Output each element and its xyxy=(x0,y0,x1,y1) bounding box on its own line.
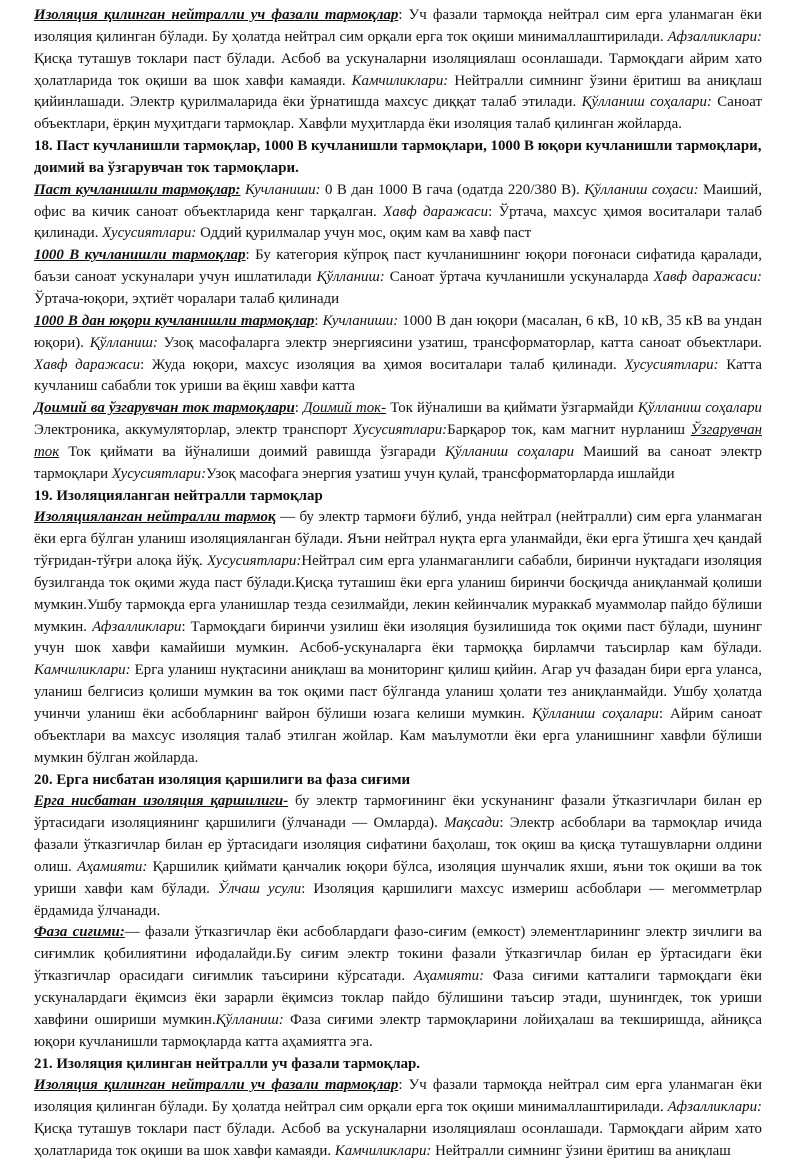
label-applications: Қўлланиш соҳаси: xyxy=(584,181,699,198)
text: : Уч фазали тармоқда нейтрал сим ерга уланмаган ёки изоляция қилинган бўлади. Бу ҳолатда нейтрал сим орқали ерга ток оқиши минималлаштирилади. xyxy=(34,7,762,45)
paragraph-isolated-neutral-intro xyxy=(34,5,762,136)
text: Саноат объектлари, ёрқин муҳитдаги тармоқлар. Хавфли муҳитларда ёки изоляция талаб қилинган жойларда. xyxy=(34,94,762,133)
text: Фаза сиғими катталиги тармоқдаги ёки ускуналардаги ёқимсиз ёки зарарли ёқимсиз токлар пайдо бўлишини таъсир этади, шунингдек, ток уриши хавфини ошириши мумкин. xyxy=(34,968,762,1028)
paragraph-high-voltage xyxy=(34,311,762,398)
section-18-heading: 18. Паст кучланишли тармоқлар, 1000 В кучланишли тармоқлари, 1000 В юқори кучланишли тармоқлари, доимий ва ўзгарувчан ток тармоқлари. xyxy=(34,138,762,176)
text: : Электр асбоблари ва тармоқлар ичида фазали ўтказгичлар билан ер ўртасидаги изоляция сифатини баҳолаш, ток оқиш ва қисқа туташувларни олдини олиш. xyxy=(34,815,762,875)
label-measurement: Ўлчаш усули xyxy=(217,880,302,897)
label-hazard-level: Хавф даражаси xyxy=(383,203,489,220)
paragraph-1000v xyxy=(34,245,762,311)
label-disadvantages: Камчиликлари: xyxy=(334,1142,432,1159)
term-heading: Паст кучланишли тармоқлар: xyxy=(34,181,241,198)
text: Нейтралли симнинг ўзини ёритиш ва аниқлаш xyxy=(431,1142,731,1159)
text: Қаршилик қиймати қанчалик юқори бўлса, изоляция шунчалик яхши, яъни ток оқиши ва ток уриши хавфи кам бўлади. xyxy=(34,858,762,897)
label-features: Хусусиятлари: xyxy=(207,553,302,570)
text: Нейтралли симнинг ўзини ёритиш ва аниқлаш қийинлашади. Электр қурилмаларида ёки ўрнатишда махсус диққат талаб этилади. xyxy=(34,72,762,111)
text: : Изоляция қаршилиги махсус измериш асбоблари — мегомметрлар ёрдамида ўлчанади. xyxy=(34,880,762,919)
label-advantages: Афзалликлари: xyxy=(667,28,762,45)
term-heading: 1000 В дан юқори кучланишли тармоқлар xyxy=(34,312,315,329)
label-importance: Аҳамияти: xyxy=(413,968,485,985)
text: Маиший ва саноат электр тармоқлари xyxy=(34,443,763,482)
text: Қисқа туташув токлари паст бўлади. Асбоб ва ускуналарни изоляциялаш осонлашади. Тармоқдаги айрим хато ҳолатларида ток оқиши ва шок хавфи камаяди. xyxy=(34,1121,762,1159)
term-heading: Изоляцияланган нейтралли тармоқ xyxy=(34,509,276,526)
text: Электроника, аккумуляторлар, электр транспорт xyxy=(34,422,353,439)
label-voltage: Кучланиши: xyxy=(244,181,321,198)
label-voltage: Кучланиши: xyxy=(322,312,399,329)
paragraph-three-phase-isolated xyxy=(34,1075,762,1162)
text: Нейтрал сим ерга уланмаганлиги сабабли, биринчи нуқтадаги изоляция бузилганда ток оқими жуда паст бўлади.Қисқа туташиш ёки ерга уланиш биринчи босқичда аниқланмай қолиши мумкин.Ушбу тармоқда ерга уланишлар тезда сезилмайди, лекин кейинчалик мураккаб муаммолар пайдо бўлиши мумкин. xyxy=(34,553,762,635)
text: 0 В дан 1000 В гача (одатда 220/380 В). xyxy=(320,181,585,198)
paragraph-insulation-resistance xyxy=(34,791,762,922)
text: Маиший, офис ва кичик саноат объектларида кенг тарқалган. xyxy=(34,181,762,220)
section-21-heading: 21. Изоляция қилинган нейтралли уч фазали тармоқлар. xyxy=(34,1055,421,1072)
text: Оддий қурилмалар учун мос, оқим кам ва хавф паст xyxy=(196,225,532,242)
label-features: Хусусиятлари: xyxy=(624,356,719,373)
document-page xyxy=(34,5,762,1163)
text: Ерга уланиш нуқтасини аниқлаш ва мониторинг қилиш қийин. Агар уч фазадан бири ерга уланса, уланиш белгисиз қолиши мумкин ва ток оқими паст бўлганда уланиш ҳолати тез аниқланмайди. Ушбу ҳолатда учинчи уланиш ёки асбобларнинг вайрон бўлиши юзага келиши мумкин. xyxy=(34,662,762,722)
term-dc: Доимий ток- xyxy=(303,400,387,417)
text: Фаза сиғими электр тармоқларини лойиҳалаш ва текширишда, айниқса юқори кучланишли тармоқларда катта аҳамиятга эга. xyxy=(34,1011,762,1050)
text: : Уч фазали тармоқда нейтрал сим ерга уланмаган ёки изоляция қилинган бўлади. Бу ҳолатда нейтрал сим орқали ерга ток оқиши минималлаштирилади. xyxy=(34,1077,762,1116)
text: — бу электр тармоғи бўлиб, унда нейтрал (нейтралли) сим ерга уланмаган ёки ерга бўлган уланиш изоляцияланган бўлади. Яъни нейтрал нуқта ерга уланмайди, ёки ерга ўтишга ҳеч қандай тўғридан-тўғри алоқа йўқ. xyxy=(34,509,762,570)
label-applications: Қўлланиш соҳалари xyxy=(637,400,762,417)
text: : xyxy=(294,400,304,417)
text: : xyxy=(314,312,323,329)
text: : Бу категория кўпроқ паст кучланишнинг юқори поғонаси сифатида қаралади, баъзи саноат ускуналари учун ишлатилади xyxy=(34,247,763,286)
label-features: Хусусиятлари: xyxy=(102,225,197,242)
text: бу электр тармоғининг ёки ускунанинг фазали ўтказгичлари билан ер ўртасидаги изоляциянинг қаршилиги (ўлчанади — Омларда). xyxy=(34,793,762,832)
text: Қисқа туташув токлари паст бўлади. Асбоб ва ускуналарни изоляциялаш осонлашади. Тармоқдаги айрим хато ҳолатларида ток оқиши ва шок хавфи камаяди. xyxy=(34,50,762,89)
label-applications: Қўлланиш: xyxy=(215,1011,284,1028)
label-applications: Қўлланиш соҳалари xyxy=(531,706,659,722)
label-features: Хусусиятлари: xyxy=(352,422,448,439)
label-hazard-level: Хавф даражаси xyxy=(34,356,141,373)
label-advantages: Афзалликлари xyxy=(92,618,182,635)
label-applications: Қўлланиш соҳалари xyxy=(444,443,575,460)
term-heading: 1000 В кучланишли тармоқлар xyxy=(34,247,246,264)
label-applications: Қўлланиш: xyxy=(316,269,385,286)
text: : Жуда юқори, махсус изоляция ва ҳимоя воситалари талаб қилинади. xyxy=(140,356,625,373)
label-disadvantages: Камчиликлари: xyxy=(34,662,131,679)
term-heading: Доимий ва ўзгарувчан ток тармоқлари xyxy=(34,400,295,417)
text: Ток йўналиши ва қиймати ўзгармайди xyxy=(386,400,638,417)
label-advantages: Афзалликлари: xyxy=(667,1099,762,1116)
section-20-heading: 20. Ерга нисбатан изоляция қаршилиги ва фаза сиғими xyxy=(34,771,411,788)
label-disadvantages: Камчиликлари: xyxy=(351,72,449,89)
label-applications: Қўлланиш соҳалари: xyxy=(581,94,712,111)
section-19-heading: 19. Изоляцияланган нейтралли тармоқлар xyxy=(34,487,323,504)
term-heading: Фаза сиғими: xyxy=(34,924,125,941)
term-ac: Ўзгарувчан ток xyxy=(34,422,762,460)
term-heading: Ерга нисбатан изоляция қаршилиги- xyxy=(34,793,289,810)
text: Ток қиймати ва йўналиши доимий равишда ўзгаради xyxy=(59,443,445,460)
text: : Ўртача, махсус ҳимоя воситалари талаб қилинади. xyxy=(34,203,762,242)
term-heading: Изоляция қилинган нейтралли уч фазали тармоқлар xyxy=(34,1077,399,1094)
label-purpose: Мақсади xyxy=(444,815,500,832)
text: Узоқ масофага энергия узатиш учун қулай, трансформаторларда ишлайди xyxy=(206,465,675,482)
text: : Айрим саноат объектлари ва махсус изоляция талаб этилган жойлар. Кам маълумотли ёки ерга уланишнинг хавфли бўлиши мумкин бўлган жойларда. xyxy=(34,706,763,766)
label-importance: Аҳамияти: xyxy=(77,858,148,875)
text: Ўртача-юқори, эҳтиёт чоралари талаб қилинади xyxy=(34,290,340,307)
text: Барқарор ток, кам магнит нурланиш xyxy=(447,422,691,439)
text: Катта кучланиш сабабли ток уриши ва ёқиш хавфи катта xyxy=(34,356,762,395)
text: Узоқ масофаларга электр энергиясини узатиш, трансформаторлар, катта саноат объектлари. xyxy=(157,334,762,351)
paragraph-isolated-neutral xyxy=(34,507,762,769)
label-hazard-level: Хавф даражаси: xyxy=(653,269,762,286)
label-applications: Қўлланиш: xyxy=(89,334,158,351)
text: : Тармоқдаги биринчи узилиш ёки изоляция бузилишида ток оқими паст бўлади, шунинг учун шок хавфи камайиши мумкин. Асбоб-ускуналарга ёки тармоққа бирламчи таъсирлар кам бўлади. xyxy=(34,618,762,657)
paragraph-phase-capacitance xyxy=(34,922,762,1053)
paragraph-dc-ac xyxy=(34,398,762,485)
label-features: Хусусиятлари: xyxy=(111,465,207,482)
term-heading: Изоляция қилинган нейтралли уч фазали тармоқлар xyxy=(34,7,399,23)
text: 1000 В дан юқори (масалан, 6 кВ, 10 кВ, 35 кВ ва ундан юқори). xyxy=(34,312,762,351)
text: Саноат ўртача кучланишли ускуналарда xyxy=(384,269,654,286)
text: — фазали ўтказгичлар ёки асбоблардаги фазо-сиғим (емкост) элементларининг электр зичлиги ва сиғимлик қобилиятини ифодалайди.Бу сиғим электр токини фазали ўтказгичлар билан ер ўртасидаги ёки ўтказгичлар орасидаги сиғимлик таъсирини кўрсатади. xyxy=(34,924,762,985)
paragraph-low-voltage xyxy=(34,180,762,246)
